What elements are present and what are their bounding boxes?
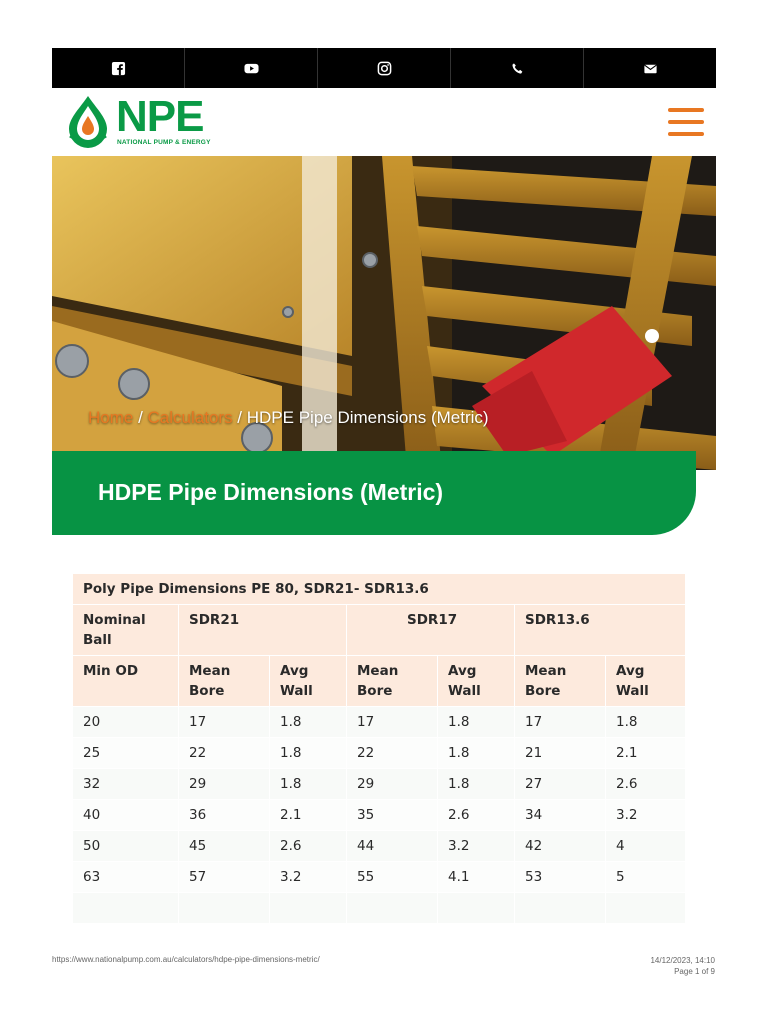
brand-name: NPE <box>116 92 204 141</box>
table-cell: 34 <box>515 800 606 831</box>
table-cell <box>438 893 515 924</box>
table-cell: 35 <box>347 800 438 831</box>
table-cell: 25 <box>73 738 179 769</box>
site-header <box>52 88 716 156</box>
column-header: Mean Bore <box>347 656 438 707</box>
table-cell: 17 <box>179 707 270 738</box>
table-row <box>73 738 686 769</box>
instagram-icon <box>377 61 392 76</box>
table-cell <box>270 893 347 924</box>
table-cell <box>347 893 438 924</box>
table-cell: 45 <box>179 831 270 862</box>
instagram-link[interactable] <box>318 48 451 88</box>
table-caption: Poly Pipe Dimensions PE 80, SDR21- SDR13.6 <box>73 574 686 605</box>
footer-page-number: Page 1 of 9 <box>674 967 715 976</box>
table-cell: 2.6 <box>270 831 347 862</box>
table-row <box>73 769 686 800</box>
table-cell: 42 <box>515 831 606 862</box>
table-cell: 55 <box>347 862 438 893</box>
table-cell: 53 <box>515 862 606 893</box>
pipe-dimensions-table <box>72 573 686 924</box>
table-cell: 4 <box>606 831 686 862</box>
breadcrumb-separator: / <box>232 408 247 427</box>
table-cell: 1.8 <box>270 769 347 800</box>
footer-url: https://www.nationalpump.com.au/calculators/hdpe-pipe-dimensions-metric/ <box>52 955 320 964</box>
npe-logo[interactable] <box>66 94 236 150</box>
table-row <box>73 707 686 738</box>
table-cell: 27 <box>515 769 606 800</box>
table-cell: 17 <box>347 707 438 738</box>
facebook-icon <box>111 61 126 76</box>
table-cell: 3.2 <box>270 862 347 893</box>
mail-link[interactable] <box>584 48 716 88</box>
table-cell: 57 <box>179 862 270 893</box>
table-row <box>73 831 686 862</box>
hamburger-menu-icon[interactable] <box>668 108 704 136</box>
table-cell: 1.8 <box>270 707 347 738</box>
column-header: Avg Wall <box>270 656 347 707</box>
table-cell: 20 <box>73 707 179 738</box>
group-header: SDR17 <box>347 605 515 656</box>
table-cell: 1.8 <box>438 707 515 738</box>
table-cell: 1.8 <box>438 769 515 800</box>
table-cell: 29 <box>347 769 438 800</box>
table-row <box>73 862 686 893</box>
table-cell: 36 <box>179 800 270 831</box>
breadcrumb-current: HDPE Pipe Dimensions (Metric) <box>246 408 489 427</box>
table-cell: 40 <box>73 800 179 831</box>
table-cell <box>515 893 606 924</box>
table-cell: 2.1 <box>270 800 347 831</box>
youtube-link[interactable] <box>185 48 318 88</box>
column-header: Mean Bore <box>515 656 606 707</box>
table-cell: 2.6 <box>606 769 686 800</box>
table-row <box>73 800 686 831</box>
table-cell <box>179 893 270 924</box>
table-cell: 32 <box>73 769 179 800</box>
column-header: Avg Wall <box>606 656 686 707</box>
table-cell: 17 <box>515 707 606 738</box>
youtube-icon <box>244 61 259 76</box>
table-cell: 21 <box>515 738 606 769</box>
breadcrumb-separator: / <box>133 408 148 427</box>
column-header: Min OD <box>73 656 179 707</box>
table-cell: 22 <box>347 738 438 769</box>
table-cell: 29 <box>179 769 270 800</box>
social-bar <box>52 48 716 88</box>
table-cell: 2.6 <box>438 800 515 831</box>
title-banner <box>52 451 696 535</box>
table-cell: 50 <box>73 831 179 862</box>
table-cell: 3.2 <box>438 831 515 862</box>
page-title: HDPE Pipe Dimensions (Metric) <box>98 479 444 505</box>
phone-icon <box>510 61 525 76</box>
table-cell: 1.8 <box>606 707 686 738</box>
table-cell: 3.2 <box>606 800 686 831</box>
footer-meta <box>650 955 715 977</box>
footer-datetime: 14/12/2023, 14:10 <box>650 956 715 965</box>
column-header: Mean Bore <box>179 656 270 707</box>
phone-link[interactable] <box>451 48 584 88</box>
table-cell: 44 <box>347 831 438 862</box>
table-cell: 1.8 <box>270 738 347 769</box>
table-cell: 22 <box>179 738 270 769</box>
facebook-link[interactable] <box>52 48 185 88</box>
table-cell: 63 <box>73 862 179 893</box>
table-cell: 2.1 <box>606 738 686 769</box>
table-cell: 4.1 <box>438 862 515 893</box>
table-cell <box>606 893 686 924</box>
table-cell: 1.8 <box>438 738 515 769</box>
group-header: SDR13.6 <box>515 605 686 656</box>
breadcrumb-home-link[interactable]: Home <box>88 408 134 427</box>
brand-tagline: NATIONAL PUMP & ENERGY <box>117 139 211 146</box>
drop-logo-icon <box>66 94 110 150</box>
breadcrumb <box>88 408 489 428</box>
table-cell <box>73 893 179 924</box>
column-header: Avg Wall <box>438 656 515 707</box>
table-cell: 5 <box>606 862 686 893</box>
mail-icon <box>643 61 658 76</box>
group-header: SDR21 <box>179 605 347 656</box>
table-row <box>73 893 686 924</box>
group-header: Nominal Ball <box>73 605 179 656</box>
breadcrumb-calculators-link[interactable]: Calculators <box>147 408 233 427</box>
